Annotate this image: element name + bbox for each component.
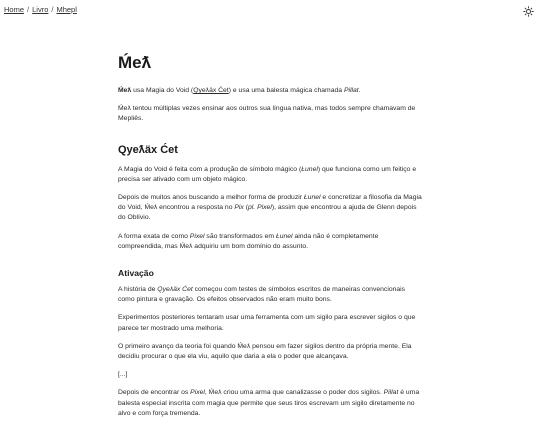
breadcrumb-current[interactable]: Mhepl [56, 5, 77, 14]
term: Łunel [275, 232, 293, 240]
page-title: Ḿeƛ [118, 53, 152, 72]
text-span: ) que funciona como um feitiço e precisa ser ativado com um objeto mágico. [118, 165, 417, 183]
text-span: A Magia do Void é feita com a produção de símbolo mágico ( [118, 165, 302, 173]
paragraph [118, 232, 422, 252]
term: Pixel [189, 232, 205, 240]
breadcrumb-home[interactable]: Home [4, 5, 25, 14]
term: Pixel [190, 389, 205, 397]
text-span: A história de [118, 286, 158, 294]
term: Pix [234, 204, 244, 212]
breadcrumb-separator: / [27, 5, 30, 14]
text-span: . [358, 87, 361, 94]
theme-toggle-button[interactable] [523, 4, 534, 15]
text-span: , Ḿeƛ criou uma arma que canalizasse o poder dos sigilos. [204, 389, 384, 397]
paragraph [118, 285, 422, 305]
section-heading-magic: Qyeƛäx Ćet [118, 143, 178, 156]
breadcrumb-separator: / [51, 5, 54, 14]
article [118, 52, 422, 427]
text-span: Depois de encontrar os [118, 389, 191, 397]
text-span: e concretizar a filosofia da Magia do Void, Ḿeƛ encontrou a resposta no [118, 194, 422, 212]
ellipsis: [...] [118, 371, 128, 379]
term: Łunel [301, 165, 318, 173]
text-span: ( [243, 204, 248, 212]
sun-icon [523, 6, 534, 17]
text-span: são transformados em [204, 232, 276, 240]
term: Qyeƛäx Ćet [157, 286, 193, 294]
intro-paragraph [118, 86, 422, 96]
text-span: Depois de muitos anos buscando a melhor forma de produzir [118, 194, 304, 202]
paragraph [118, 388, 422, 419]
section-heading-activation: Ativação [118, 268, 154, 279]
weapon-name: Pillat [343, 87, 359, 94]
breadcrumb-livro[interactable]: Livro [32, 5, 49, 14]
text-span: ainda não é completamente compreendida, mas Ḿeƛ adquiriu um bom domínio do assunto. [118, 232, 379, 250]
paragraph: Ḿeƛ tentou múltiplas vezes ensinar aos outros sua língua nativa, mas todos sempre chamavam de Mepliês. [118, 105, 416, 123]
paragraph: Experimentos posteriores tentaram usar uma ferramenta com um sigilo para escrever sigilos o que parece ter mostrado uma melhoria. [118, 314, 416, 332]
character-name: Ḿeƛ [118, 87, 132, 94]
term: pl. Pixel [248, 204, 272, 212]
magic-link[interactable]: Qyeƛäx Ćet [193, 87, 229, 94]
text-span: usa Magia do Void ( [131, 87, 194, 94]
paragraph [118, 193, 422, 224]
paragraph: O primeiro avanço da teoria foi quando Ḿeƛ pensou em fazer sigilos dentro da própria mente. Ela decidiu procurar o que ela viu, aquilo que daria a ela o poder que alcançava. [118, 342, 412, 361]
text-span: ), assim que encontrou a ajuda de Glenn depois do Oblívio. [118, 204, 417, 222]
top-bar [0, 0, 540, 20]
paragraph [118, 165, 422, 185]
term: Łunel [303, 194, 321, 202]
text-span: é uma balesta especial inscrita com magia que permite que seus tiros escrevam um sigilo diretamente no alvo e com força tremenda. [118, 389, 420, 417]
text-span: A forma exata de como [118, 232, 190, 240]
text-span: ) e usa uma balesta mágica chamada [228, 87, 344, 94]
text-span: começou com testes de símbolos escritos de maneiras convencionais como pintura e gravação. Os efeitos observados não eram muito bons. [118, 286, 406, 304]
term: Pillat [383, 389, 399, 397]
breadcrumb [4, 5, 77, 15]
